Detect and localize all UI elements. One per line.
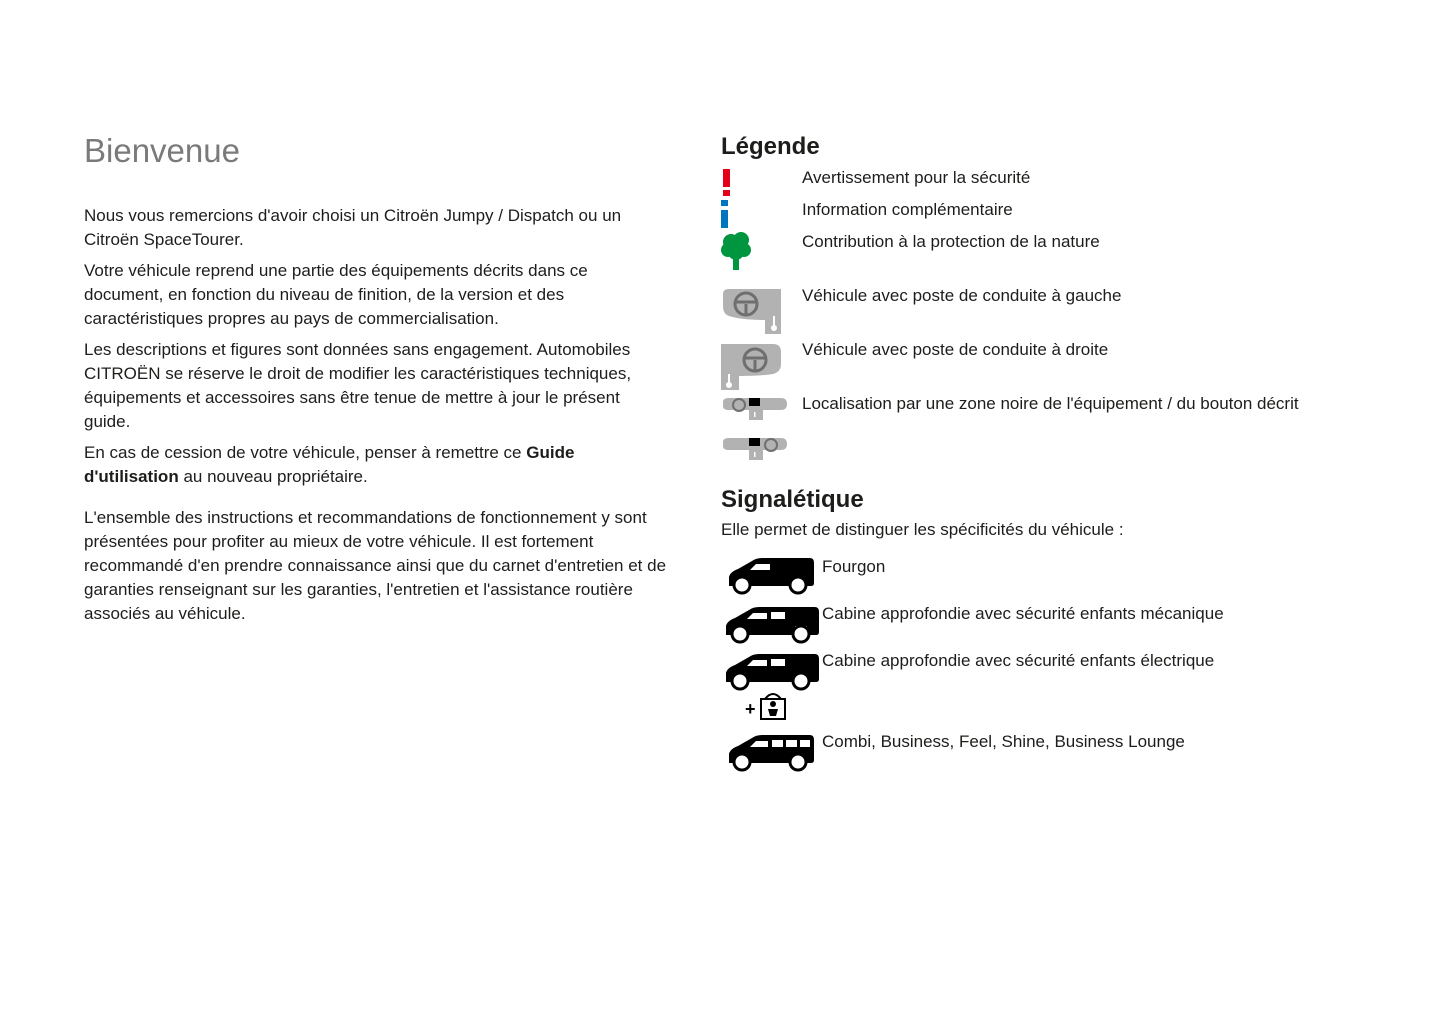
signage-title: Signalétique: [721, 486, 864, 513]
disclaimer-paragraph: Les descriptions et figures sont données sans engagement. Automobiles CITROËN se réserve le droit de modifier les caractéristiques techniques, équipements et accessoires sans être tenue de mettre à jour le présent guide.: [84, 340, 632, 431]
vehicle-combi-label: Combi, Business, Feel, Shine, Business Lounge: [822, 732, 1185, 751]
signage-intro: Elle permet de distinguer les spécificités du véhicule :: [721, 520, 1124, 539]
equipment-location-icon: [721, 394, 789, 466]
intro-paragraph: Nous vous remercions d'avoir choisi un Citroën Jumpy / Dispatch ou un Citroën SpaceTourer.: [84, 206, 622, 249]
right-hand-drive-icon: [721, 340, 783, 390]
combi-icon: [726, 730, 816, 772]
equipment-paragraph: Votre véhicule reprend une partie des équipements décrits dans ce document, en fonction du niveau de finition, de la version et des caractéristiques propres au pays de commercialisation.: [84, 261, 588, 328]
vehicle-fourgon-label: Fourgon: [822, 557, 886, 576]
vehicle-crew-cab-label: Cabine approfondie avec sécurité enfants mécanique: [822, 604, 1224, 623]
crew-cab-electric-icon: [723, 649, 823, 721]
legend-title: Légende: [721, 133, 820, 160]
guide-name: Guide d'utilisation: [84, 443, 575, 486]
svg-text:+: +: [745, 699, 756, 719]
left-hand-drive-icon: [721, 286, 783, 334]
van-icon: [726, 555, 816, 595]
legend-section: Légende Avertissement pour la sécurité Information complémentaire Contribution à la protection de la nature Véhicule avec poste de conduite à gauche Véhicule avec poste de conduite à droite Localisation par une zone noire de l'équipement / du bouton décrit Signalétique Elle permet de distinguer les spécificités du véhicule : Fourgon Cabine approfondie avec sécurité enfants mécanique + Cabine approfondie avec sécurité enfants électrique Combi, Business, Feel, Shine, Business Lounge: [721, 130, 1371, 164]
tree-icon: [721, 232, 753, 270]
page-title: Bienvenue: [84, 132, 240, 169]
welcome-section: [84, 128, 669, 633]
transfer-paragraph: En cas de cession de votre véhicule, penser à remettre ce Guide d'utilisation au nouveau propriétaire.: [84, 443, 575, 486]
crew-cab-icon: [723, 602, 823, 644]
warning-exclamation-icon: [721, 169, 735, 199]
instructions-paragraph: L'ensemble des instructions et recommandations de fonctionnement y sont présentées pour profiter au mieux de votre véhicule. Il est fortement recommandé d'en prendre connaissance ainsi que du carnet d'entretien et de garanties renseignant sur les garanties, l'entretien et l'assistance routière associés au véhicule.: [84, 508, 667, 623]
info-icon: [721, 200, 735, 230]
vehicle-crew-cab-electric-label: Cabine approfondie avec sécurité enfants électrique: [822, 651, 1215, 670]
